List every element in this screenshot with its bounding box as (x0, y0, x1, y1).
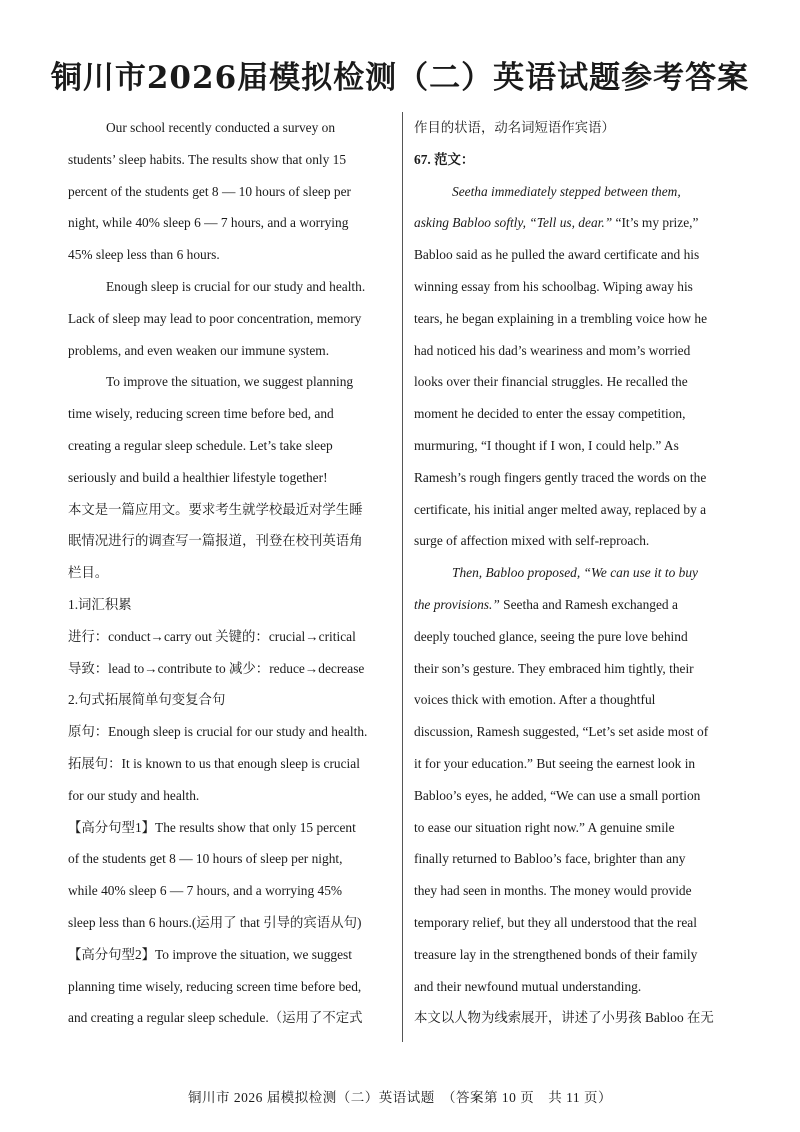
text-line: treasure lay in the strengthened bonds of their family (414, 946, 698, 962)
text-line: students’ sleep habits. The results show that only 15 (68, 151, 347, 167)
text-line: Babloo said as he pulled the award certificate and his (414, 247, 700, 263)
text-line: surge of affection mixed with self-reproach. (414, 533, 650, 549)
text-line: Our school recently conducted a survey on (106, 120, 336, 135)
text-line (414, 589, 732, 621)
text-line: looks over their financial struggles. He recalled the (414, 374, 688, 390)
text-line: 栏目。 (68, 565, 109, 581)
text-line: it for your education.” But seeing the earnest look in (414, 755, 696, 771)
text-line: 本文是一篇应用文。要求考生就学校最近对学生睡 (68, 501, 363, 517)
text-line: Enough sleep is crucial for our study and health. (106, 278, 366, 294)
page-title: 铜川市2026届模拟检测（二）英语试题参考答案 (50, 60, 750, 96)
text-line: voices thick with emotion. After a thoughtful (414, 692, 656, 708)
text-line: seriously and build a healthier lifestyle together! (68, 469, 328, 485)
text-line: time wisely, reducing screen time before bed, and (68, 406, 334, 422)
text-line: 进行：conduct→carry out 关键的：crucial→critical (68, 628, 356, 644)
text-line: had noticed his dad’s weariness and mom’s worried (414, 342, 691, 358)
text-span: Seetha and Ramesh exchanged a (499, 596, 678, 612)
text-line: Lack of sleep may lead to poor concentration, memory (68, 310, 362, 326)
section-heading: 2.句式拓展简单句变复合句 (68, 692, 226, 708)
right-column (414, 112, 732, 1034)
left-column (68, 112, 390, 1034)
text-line: 拓展句：It is known to us that enough sleep is crucial (68, 755, 360, 771)
text-line: 导致：lead to→contribute to 减少：reduce→decrease (68, 660, 365, 676)
text-span: “It’s my prize,” (612, 215, 699, 231)
text-line: 作目的状语，动名词短语作宾语） (414, 120, 615, 135)
text-line: their son’s gesture. They embraced him tightly, their (414, 660, 694, 676)
text-line: discussion, Ramesh suggested, “Let’s set aside most of (414, 724, 709, 740)
text-line: 45% sleep less than 6 hours. (68, 247, 220, 263)
text-line: of the students get 8 — 10 hours of sleep per night, (68, 851, 343, 867)
page-footer: 铜川市 2026 届模拟检测（二）英语试题 （答案第 10 页 共 11 页） (188, 1090, 612, 1105)
text-line: 【高分句型2】To improve the situation, we suggest (68, 946, 352, 962)
text-line: planning time wisely, reducing screen time before bed, (68, 978, 362, 994)
text-line: deeply touched glance, seeing the pure love behind (414, 628, 688, 644)
text-line: murmuring, “I thought if I won, I could help.” As (414, 437, 679, 453)
given-first-line-end: asking Babloo softly, “Tell us, dear.” (414, 215, 613, 231)
text-line: and creating a regular sleep schedule.（运用了不定式 (68, 1010, 363, 1026)
section-heading: 1.词汇积累 (68, 596, 132, 612)
text-line: certificate, his initial anger melted away, replaced by a (414, 501, 707, 517)
text-line: they had seen in months. The money would provide (414, 883, 692, 899)
text-line (414, 207, 732, 239)
text-line: finally returned to Babloo’s face, brighter than any (414, 851, 686, 867)
text-line: 本文以人物为线索展开，讲述了小男孩 Babloo 在无 (414, 1010, 714, 1026)
text-line: sleep less than 6 hours.(运用了 that 引导的宾语从句) (68, 914, 362, 930)
text-line: tears, he began explaining in a trembling voice how he (414, 310, 708, 326)
given-first-line-end: the provisions.” (414, 596, 500, 612)
text-line: for our study and health. (68, 787, 200, 803)
text-line: percent of the students get 8 — 10 hours of sleep per (68, 183, 351, 199)
text-line: Ramesh’s rough fingers gently traced the words on the (414, 469, 707, 485)
text-line: To improve the situation, we suggest planning (106, 374, 354, 390)
text-line: moment he decided to enter the essay competition, (414, 406, 686, 422)
text-line: 【高分句型1】The results show that only 15 percent (68, 819, 356, 835)
given-first-line: Then, Babloo proposed, “We can use it to buy (452, 565, 698, 581)
text-line: temporary relief, but they all understood that the real (414, 914, 697, 930)
text-line: while 40% sleep 6 — 7 hours, and a worrying 45% (68, 883, 343, 899)
text-line: problems, and even weaken our immune system. (68, 342, 330, 358)
text-line: Babloo’s eyes, he added, “We can use a small portion (414, 787, 701, 803)
text-line: creating a regular sleep schedule. Let’s take sleep (68, 437, 333, 453)
text-line: winning essay from his schoolbag. Wiping away his (414, 278, 693, 294)
text-line: 原句：Enough sleep is crucial for our study and health. (68, 724, 368, 740)
essay-heading: 67. 范文： (414, 151, 475, 167)
text-line: night, while 40% sleep 6 — 7 hours, and a worrying (68, 215, 349, 231)
column-divider (402, 112, 403, 1042)
text-line: 眠情况进行的调查写一篇报道，刊登在校刊英语角 (68, 533, 363, 549)
text-line: to ease our situation right now.” A genuine smile (414, 819, 675, 835)
text-line: and their newfound mutual understanding. (414, 978, 642, 994)
given-first-line: Seetha immediately stepped between them, (452, 183, 681, 199)
